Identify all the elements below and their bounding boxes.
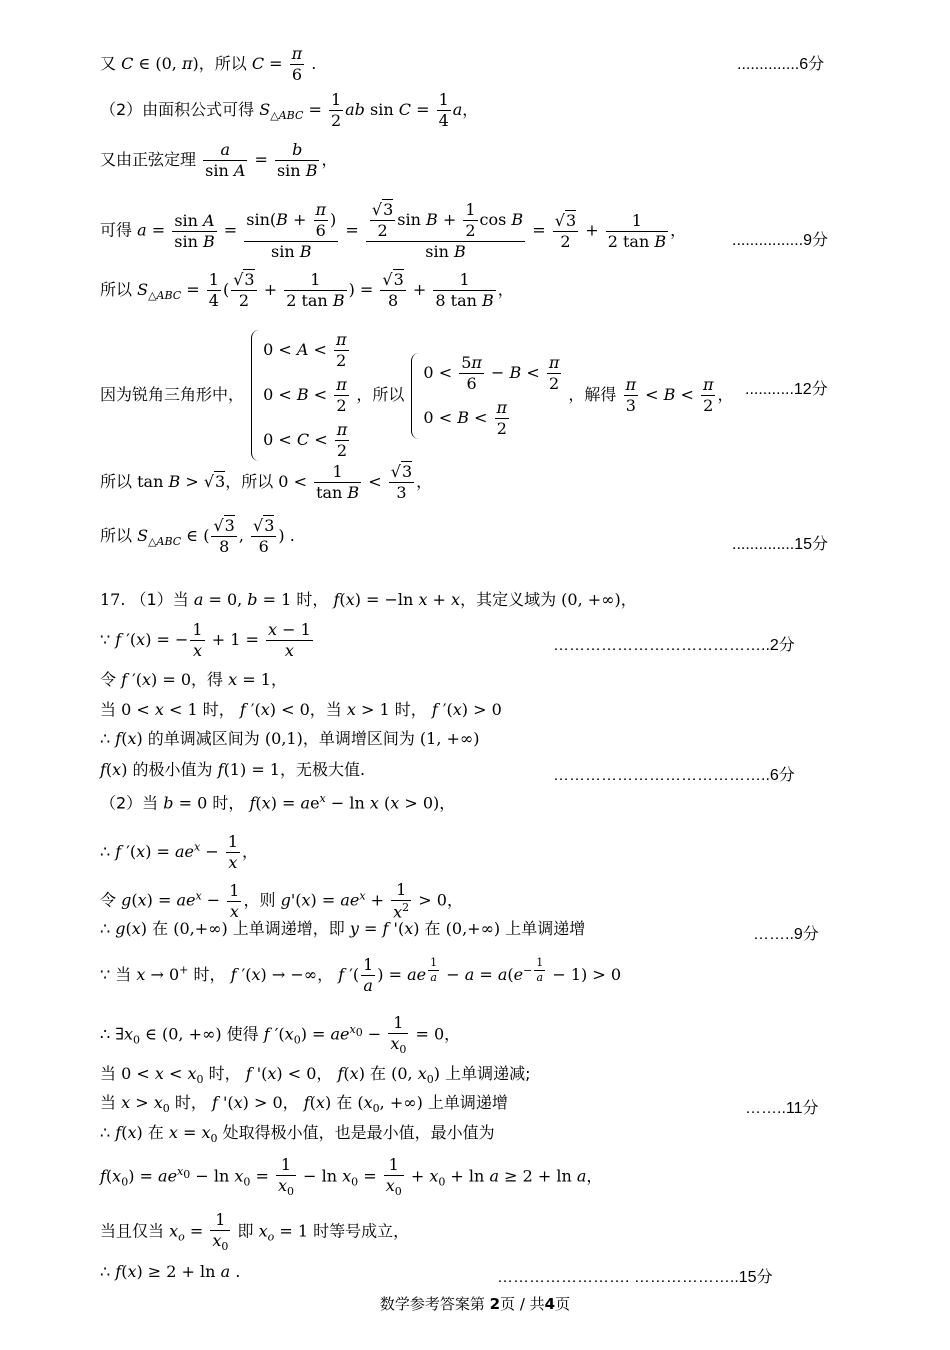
footer-mid: 页 / 共 [500,1295,545,1313]
answer-line-26: ∴ f(x) ≥ 2 + ln a . [100,1262,241,1281]
score-6-b: …………………………………..6分 [553,767,795,784]
footer-suffix: 页 [555,1295,571,1313]
footer-page-number: 2 [489,1295,501,1313]
answer-line-8: 所以 $S_{\triangle ABC}$ ∈ ( $\frac{√3}{8}$ , $\frac{√3}{6}$ ) . [100,516,295,556]
footer-prefix: 数学参考答案第 [379,1295,490,1313]
condition-system-2: 0 < $\frac{5\pi}{6}$ − B < $\frac{\pi}{2}$ 0 < B < $\frac{\pi}{2}$ [409,349,563,443]
answer-line-18: ∴ g(x) 在 (0,+∞) 上单调递增，即 y = f '(x) 在 (0,+∞) 上单调递增 [100,919,586,938]
score-15-b: ……………………. ………………..15分 [497,1269,773,1286]
score-9-a: ................9分 [732,232,829,249]
answer-line-20: ∴ $\exists x_0$ ∈ (0, +∞) 使得 f $'(x_0) = ae^{x_0}$ − $\frac{1}{x_0}$ = 0， [100,1013,461,1057]
answer-line-5: 所以 $S_{\triangle ABC}$ = $\frac{1}{4}$ ( $\frac{√3}{2}$ + $\frac{1}{\text{2 tan B}}$ ) = $\frac{√3}{8}$ + $\frac{1}{\text{8 tan B}}$ ， [100,270,514,310]
score-9-b: ……..9分 [753,926,819,943]
answer-line-23: ∴ f(x) 在 $x = x_0$ 处取得极小值，也是最小值，最小值为 [100,1123,495,1146]
answer-line-6: 因为锐角三角形中， 0 < A < $\frac{\pi}{2}$ 0 < B < $\frac{\pi}{2}$ 0 < C < $\frac{\pi}{2}$ ，所以 0 < $\frac{5\pi}{6}$ − B < $\frac{\pi}{2}$ 0 < B < $\frac{\pi}{2}$ ，解得 $\frac{\pi}{3}$ < B < $\frac{\pi}{2}$ ， [100,326,734,465]
answer-line-13: ∴ f(x) 的单调减区间为 (0,1)，单调增区间为 (1, +∞) [100,729,480,748]
answer-line-15: （2）当 b = 0 时， $f(x) = ae^x - \ln x$ (x > 0)， [100,792,456,813]
score-11: ……..11分 [745,1100,819,1117]
answer-line-14: f(x) 的极小值为 f(1) = 1，无极大值. [100,760,366,779]
answer-line-9: 17. （1）当 a = 0, b = 1 时， f(x) = −ln x + x，其定义域为 (0, +∞)， [100,590,637,609]
answer-line-16: ∴ f $'(x) = ae^x$ − $\frac{1}{x}$ ， [100,832,259,872]
answer-line-4: 可得 a = $\frac{\text{sin A}}{\text{sin B}}$ = sin(B + $\frac{\pi}{6}$ ) sin B = $\frac{√3}{2}$ sin B + $\frac{1}{2}$ cos B sin B = $\frac{√3}{2}$ + $\frac{1}{\text{2 tan B}}$ ， [100,200,687,261]
answer-line-25: 当且仅当 $x_o$ = $\frac{1}{x_0}$ 即 $x_o = 1$ 时等号成立， [100,1210,410,1254]
answer-line-12: 当 0 < x < 1 时， f ′(x) < 0，当 x > 1 时， f ′(x) > 0 [100,700,502,719]
footer-total-pages: 4 [544,1295,556,1313]
answer-line-3: 又由正弦定理 $\frac{a}{\text{sin A}}$ = $\frac{b}{\text{sin B}}$ ， [100,140,338,180]
score-15-a: ..............15分 [732,536,829,553]
score-2: …………………………………..2分 [553,637,795,654]
condition-system-1: 0 < A < $\frac{\pi}{2}$ 0 < B < $\frac{\pi}{2}$ 0 < C < $\frac{\pi}{2}$ [249,326,351,465]
answer-line-7: 所以 tan B > √3，所以 0 < $\frac{1}{\text{tan B}}$ < $\frac{√3}{3}$ ， [100,462,433,502]
score-6-a: ..............6分 [737,56,825,73]
answer-line-17: 令 $g(x) = ae^x$ − $\frac{1}{x}$ ，则 $g'(x) = ae^x$ + $\frac{1}{x^2}$ > 0， [100,880,463,922]
answer-line-11: 令 f ′(x) = 0，得 x = 1， [100,670,287,689]
answer-line-10: ∵ f ′(x) = − $\frac{1}{x}$ + 1 = $\frac{x - 1}{x}$ [100,620,311,660]
answer-line-21: 当 $0 < x < x_0$ 时， f '(x) < 0， f(x) 在 (0, $x_0$) 上单调递减; [100,1064,531,1087]
page-footer [0,1293,950,1314]
answer-line-22: 当 $x > x_0$ 时， f '(x) > 0， f(x) 在 ($x_0$, +∞) 上单调递增 [100,1093,508,1116]
answer-line-24: $f(x_0) = ae^{x_0} - \ln x_0$ = $\frac{1}{x_0}$ − $\ln x_0$ = $\frac{1}{x_0}$ + $x_0 + \ln a \ge 2 + \ln a$， [100,1155,603,1199]
answer-line-2: （2）由面积公式可得 $S_{\triangle ABC}$ = $\frac{1}{2}$ ab sin C = $\frac{1}{4}$ a， [100,90,479,130]
answer-line-1: 又 C ∈ (0, π)，所以 C = $\frac{\pi}{6}$ . [100,44,317,84]
score-12: ...........12分 [745,381,828,398]
answer-line-19: ∵ 当 x → 0+ 时， f ′(x) → −∞， f ′( $\frac{1}{a}$ ) = ae $^{\frac{1}{a}}$ − $a = a(e^{- \frac{1}{a}}$ − 1) > 0 [100,955,622,995]
